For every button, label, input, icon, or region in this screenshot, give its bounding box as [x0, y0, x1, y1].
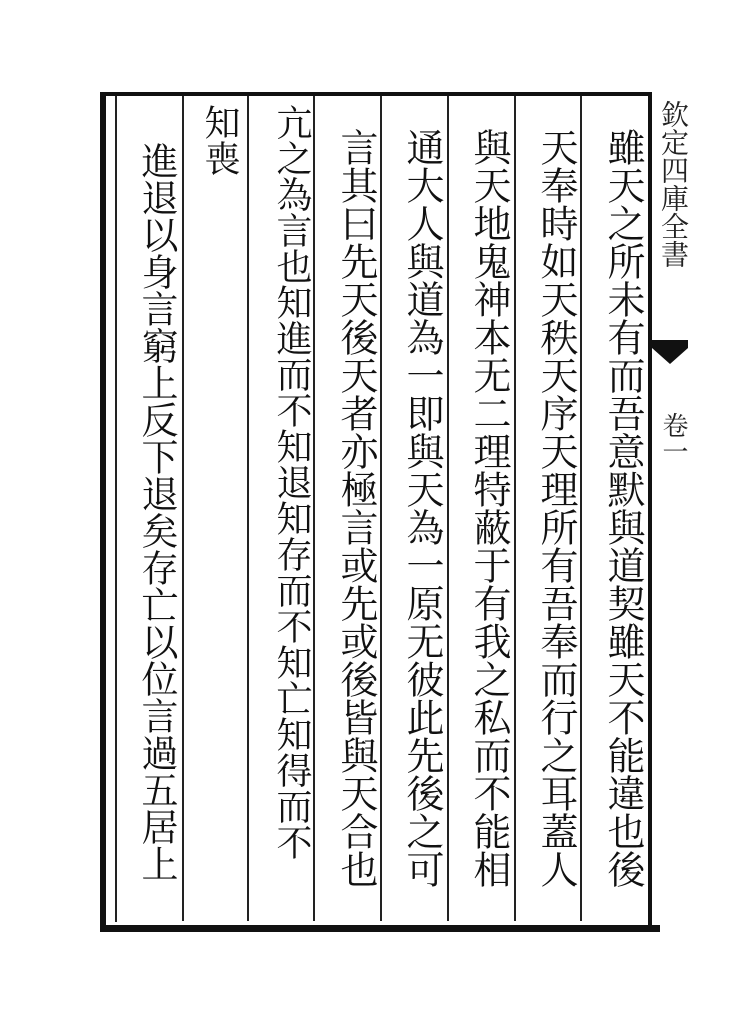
column-rule	[182, 96, 184, 921]
column-rule	[247, 96, 249, 921]
frame-inner-left-line	[115, 96, 117, 922]
text-column-8: 進退以身言窮上反下退矣存亡以位言過五居上	[135, 142, 178, 882]
column-rule	[580, 96, 582, 921]
fishtail-mark-icon	[650, 336, 690, 368]
text-column-4: 通大人與道為一即與天為一原无彼此先後之可	[400, 128, 444, 888]
column-rule	[514, 96, 516, 921]
text-column-7: 知喪	[199, 104, 240, 176]
frame-left-border	[100, 92, 106, 932]
column-rule	[313, 96, 315, 921]
column-rule	[447, 96, 449, 921]
text-column-2: 天奉時如天秩天序天理所有吾奉而行之耳蓋人	[534, 128, 578, 888]
text-column-3: 與天地鬼神本无二理特蔽于有我之私而不能相	[467, 128, 511, 888]
frame-bottom-border	[100, 925, 660, 932]
text-column-5: 言其曰先天後天者亦極言或先或後皆與天合也	[334, 128, 378, 888]
text-column-1: 雖天之所未有而吾意默與道契雖天不能違也後	[601, 128, 645, 888]
text-column-6: 亢之為言也知進而不知退知存而不知亡知得而不	[271, 104, 312, 860]
margin-title: 欽定四庫全書	[657, 100, 690, 268]
margin-volume: 卷一	[658, 412, 688, 464]
column-rule	[380, 96, 382, 921]
